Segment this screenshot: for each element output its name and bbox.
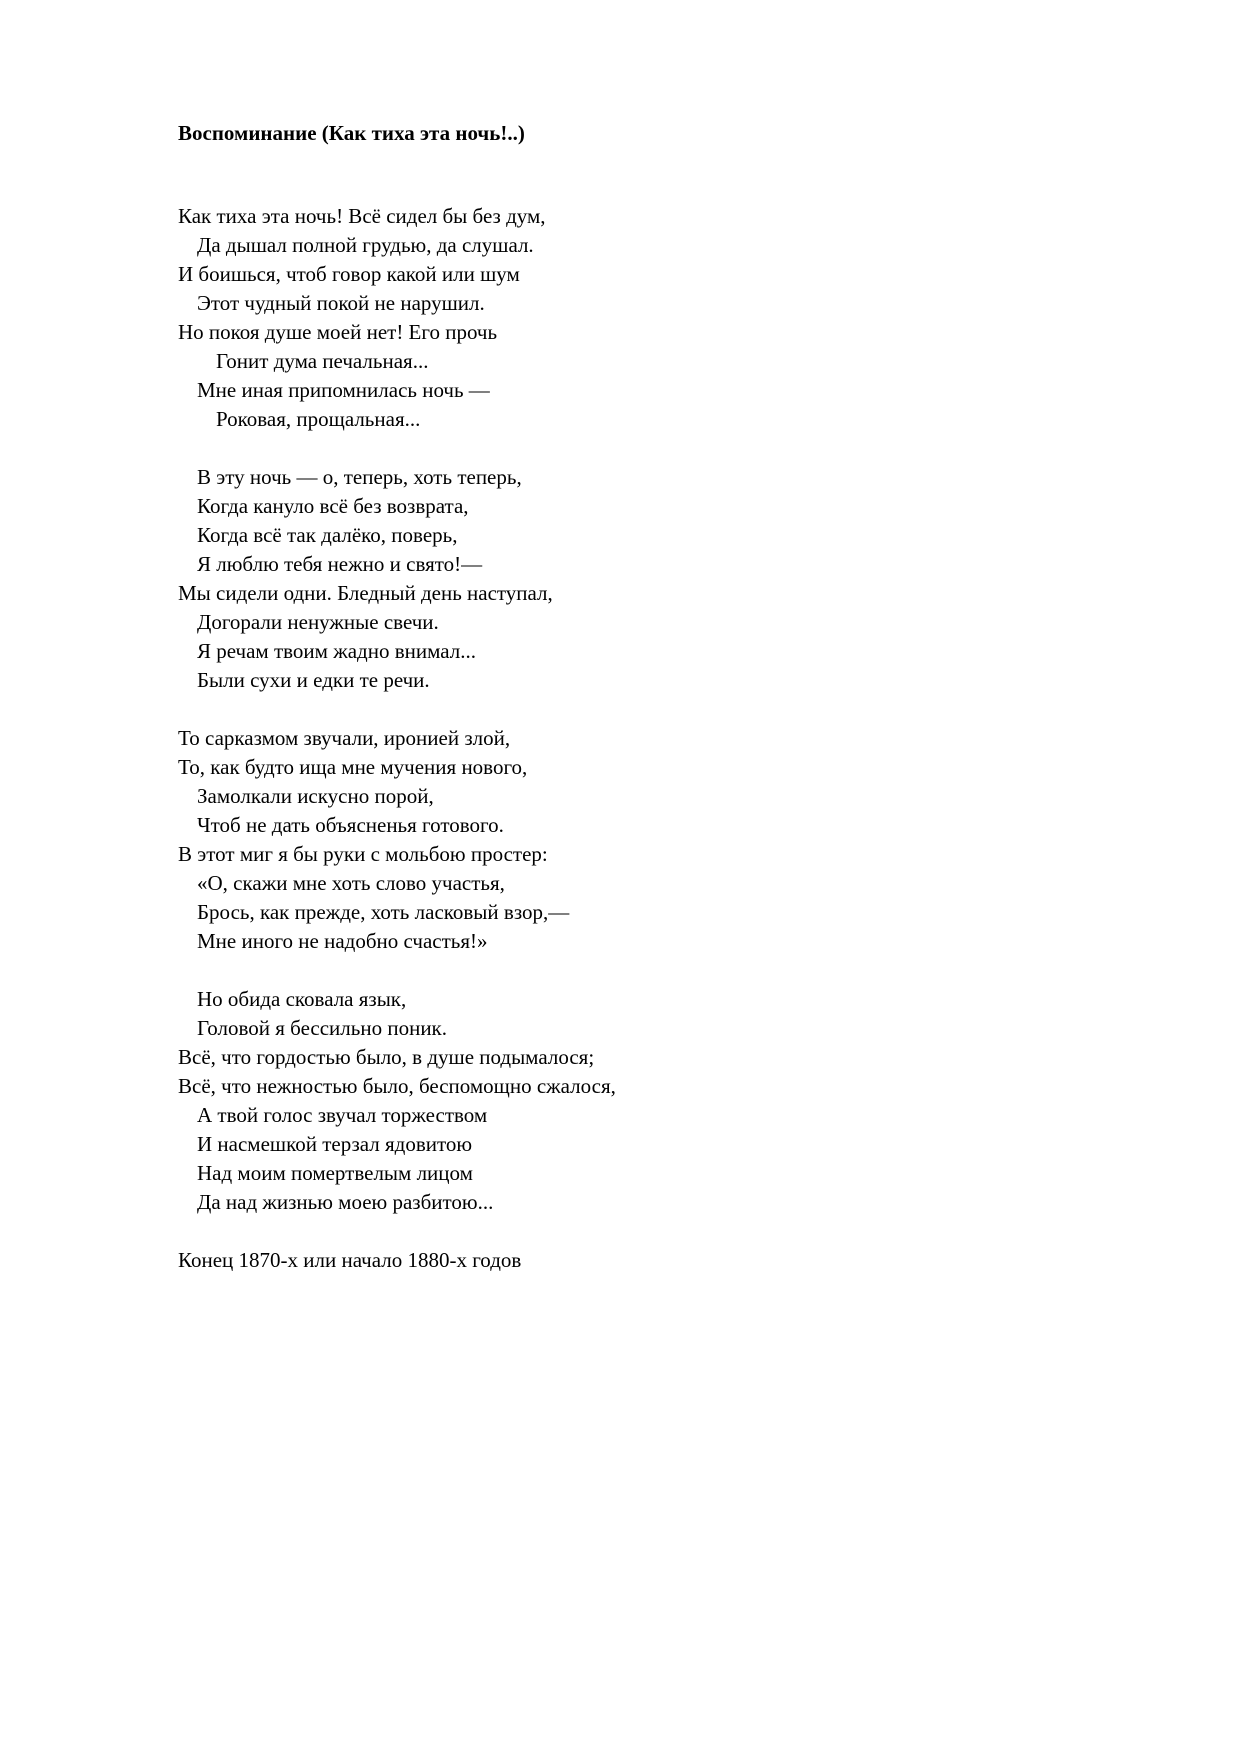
poem-date: Конец 1870-х или начало 1880-х годов [178, 1248, 522, 1272]
poem-line: То, как будто ища мне мучения нового, [178, 755, 528, 779]
poem-line: Мы сидели одни. Бледный день наступал, [178, 581, 553, 605]
poem-line: Догорали ненужные свечи. [197, 610, 439, 634]
poem-line: А твой голос звучал торжеством [197, 1103, 488, 1127]
poem-line: Роковая, прощальная... [216, 407, 421, 431]
poem-line: Мне иного не надобно счастья!» [197, 929, 488, 953]
document-page [178, 118, 1078, 1275]
poem-line: Всё, что гордостью было, в душе подымалося; [178, 1045, 595, 1069]
poem-line: Когда всё так далёко, поверь, [197, 523, 458, 547]
poem-line: Когда кануло всё без возврата, [197, 494, 469, 518]
stanza [178, 463, 1078, 695]
poem-line: То сарказмом звучали, иронией злой, [178, 726, 511, 750]
poem-line: В эту ночь — о, теперь, хоть теперь, [197, 465, 522, 489]
poem-line: Всё, что нежностью было, беспомощно сжалося, [178, 1074, 616, 1098]
stanza [178, 202, 1078, 434]
poem-line: Головой я бессильно поник. [197, 1016, 448, 1040]
poem-line: Но покоя душе моей нет! Его прочь [178, 320, 498, 344]
poem-line: Мне иная припомнилась ночь — [197, 378, 490, 402]
stanza [178, 724, 1078, 956]
poem-line: И насмешкой терзал ядовитою [197, 1132, 473, 1156]
poem-line: Замолкали искусно порой, [197, 784, 434, 808]
poem-line: Но обида сковала язык, [197, 987, 407, 1011]
poem-body [178, 202, 1078, 1217]
poem-line: Гонит дума печальная... [216, 349, 429, 373]
poem-line: В этот миг я бы руки с мольбою простер: [178, 842, 548, 866]
poem-line: Были сухи и едки те речи. [197, 668, 430, 692]
poem-line: Как тиха эта ночь! Всё сидел бы без дум, [178, 204, 546, 228]
poem-title: Воспоминание (Как тиха эта ночь!..) [178, 121, 525, 145]
poem-line: Да дышал полной грудью, да слушал. [197, 233, 534, 257]
poem-line: Я речам твоим жадно внимал... [197, 639, 476, 663]
poem-line: Брось, как прежде, хоть ласковый взор,— [197, 900, 570, 924]
poem-line: «О, скажи мне хоть слово участья, [197, 871, 505, 895]
poem-line: Да над жизнью моею разбитою... [197, 1190, 494, 1214]
poem-line: Этот чудный покой не нарушил. [197, 291, 485, 315]
poem-line: Чтоб не дать объясненья готового. [197, 813, 504, 837]
poem-line: Я люблю тебя нежно и свято!— [197, 552, 483, 576]
stanza [178, 985, 1078, 1217]
poem-line: Над моим помертвелым лицом [197, 1161, 473, 1185]
poem-line: И боишься, чтоб говор какой или шум [178, 262, 520, 286]
